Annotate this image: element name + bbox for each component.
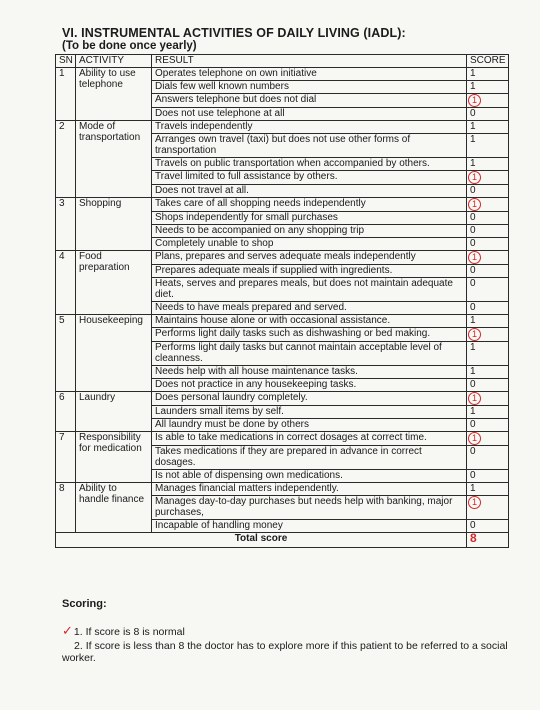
sn-cell: 2 — [56, 121, 76, 198]
total-score-cell — [467, 533, 509, 548]
score-value: 0 — [470, 278, 476, 289]
score-cell — [467, 496, 509, 520]
score-value: 0 — [470, 238, 476, 249]
rule-1-text: If score is 8 is normal — [85, 626, 185, 638]
score-value: 1 — [470, 134, 476, 145]
result-cell: Prepares adequate meals if supplied with ingredients. — [152, 265, 467, 278]
score-cell — [467, 198, 509, 212]
score-cell — [467, 406, 509, 419]
activity-cell: Responsibility for medication — [76, 432, 152, 483]
total-score-label: Total score — [56, 533, 467, 548]
header-score: SCORE — [467, 55, 509, 68]
circled-score-value: 1 — [468, 198, 481, 211]
score-value: 0 — [470, 379, 476, 390]
circled-score-value: 1 — [468, 392, 481, 405]
table-row — [56, 483, 509, 496]
score-cell — [467, 392, 509, 406]
rule-2-number: 2. — [74, 640, 83, 652]
score-value: 1 — [470, 342, 476, 353]
table-row — [56, 251, 509, 265]
score-cell — [467, 302, 509, 315]
result-cell: Operates telephone on own initiative — [152, 68, 467, 81]
score-cell — [467, 419, 509, 432]
score-cell — [467, 342, 509, 366]
result-cell: Needs help with all house maintenance tasks. — [152, 366, 467, 379]
iadl-table-body — [56, 68, 509, 533]
scoring-rule-2 — [62, 640, 512, 664]
score-cell — [467, 158, 509, 171]
score-cell — [467, 121, 509, 134]
score-value: 1 — [470, 121, 476, 132]
result-cell: Travel limited to full assistance by others. — [152, 171, 467, 185]
result-cell: Dials few well known numbers — [152, 81, 467, 94]
section-title: VI. INSTRUMENTAL ACTIVITIES OF DAILY LIVING (IADL): — [62, 26, 406, 40]
table-header-row — [56, 55, 509, 68]
header-activity: ACTIVITY — [76, 55, 152, 68]
sn-cell: 5 — [56, 315, 76, 392]
result-cell: Answers telephone but does not dial — [152, 94, 467, 108]
circled-score-value: 1 — [468, 496, 481, 509]
activity-cell: Food preparation — [76, 251, 152, 315]
score-cell — [467, 366, 509, 379]
score-value: 0 — [470, 302, 476, 313]
score-cell — [467, 185, 509, 198]
score-value: 1 — [470, 315, 476, 326]
sn-cell: 1 — [56, 68, 76, 121]
result-cell: Manages day-to-day purchases but needs help with banking, major purchases, — [152, 496, 467, 520]
activity-cell: Ability to use telephone — [76, 68, 152, 121]
circled-score-value: 1 — [468, 328, 481, 341]
sn-cell: 7 — [56, 432, 76, 483]
table-row — [56, 315, 509, 328]
score-cell — [467, 520, 509, 533]
score-value: 0 — [470, 419, 476, 430]
score-cell — [467, 171, 509, 185]
score-cell — [467, 94, 509, 108]
result-cell: Does personal laundry completely. — [152, 392, 467, 406]
activity-cell: Shopping — [76, 198, 152, 251]
score-value: 0 — [470, 446, 476, 457]
table-row — [56, 68, 509, 81]
result-cell: Does not travel at all. — [152, 185, 467, 198]
total-score-value: 8 — [470, 532, 477, 545]
sn-cell: 3 — [56, 198, 76, 251]
score-cell — [467, 483, 509, 496]
score-cell — [467, 238, 509, 251]
scoring-rule-1 — [62, 625, 185, 638]
sn-cell: 8 — [56, 483, 76, 533]
activity-cell: Mode of transportation — [76, 121, 152, 198]
score-value: 0 — [470, 225, 476, 236]
score-value: 1 — [470, 366, 476, 377]
sn-cell: 4 — [56, 251, 76, 315]
result-cell: Manages financial matters independently. — [152, 483, 467, 496]
result-cell: Does not use telephone at all — [152, 108, 467, 121]
table-row — [56, 432, 509, 446]
sn-cell: 6 — [56, 392, 76, 432]
result-cell: Performs light daily tasks such as dishwashing or bed making. — [152, 328, 467, 342]
score-cell — [467, 379, 509, 392]
result-cell: Heats, serves and prepares meals, but does not maintain adequate diet. — [152, 278, 467, 302]
activity-cell: Housekeeping — [76, 315, 152, 392]
result-cell: Shops independently for small purchases — [152, 212, 467, 225]
score-value: 1 — [470, 158, 476, 169]
score-cell — [467, 225, 509, 238]
result-cell: Plans, prepares and serves adequate meals independently — [152, 251, 467, 265]
circled-score-value: 1 — [468, 432, 481, 445]
score-cell — [467, 265, 509, 278]
score-cell — [467, 212, 509, 225]
score-value: 0 — [470, 185, 476, 196]
result-cell: Is able to take medications in correct dosages at correct time. — [152, 432, 467, 446]
header-sn: SN — [56, 55, 76, 68]
score-cell — [467, 315, 509, 328]
result-cell: Needs to have meals prepared and served. — [152, 302, 467, 315]
score-cell — [467, 470, 509, 483]
table-row — [56, 392, 509, 406]
table-row — [56, 121, 509, 134]
result-cell: Incapable of handling money — [152, 520, 467, 533]
result-cell: Performs light daily tasks but cannot maintain acceptable level of cleanness. — [152, 342, 467, 366]
result-cell: Launders small items by self. — [152, 406, 467, 419]
result-cell: Travels on public transportation when accompanied by others. — [152, 158, 467, 171]
result-cell: Takes care of all shopping needs independently — [152, 198, 467, 212]
result-cell: All laundry must be done by others — [152, 419, 467, 432]
score-value: 1 — [470, 406, 476, 417]
score-cell — [467, 251, 509, 265]
score-cell — [467, 134, 509, 158]
result-cell: Completely unable to shop — [152, 238, 467, 251]
score-value: 1 — [470, 483, 476, 494]
score-value: 1 — [470, 68, 476, 79]
score-value: 0 — [470, 212, 476, 223]
result-cell: Is not able of dispensing own medications. — [152, 470, 467, 483]
score-cell — [467, 432, 509, 446]
activity-cell: Laundry — [76, 392, 152, 432]
circled-score-value: 1 — [468, 171, 481, 184]
score-value: 0 — [470, 108, 476, 119]
section-subtitle: (To be done once yearly) — [62, 40, 197, 52]
result-cell: Needs to be accompanied on any shopping trip — [152, 225, 467, 238]
score-value: 0 — [470, 470, 476, 481]
result-cell: Arranges own travel (taxi) but does not use other forms of transportation — [152, 134, 467, 158]
activity-cell: Ability to handle finance — [76, 483, 152, 533]
rule-2-text: If score is less than 8 the doctor has to explore more if this patient to be referred to a social worker. — [62, 640, 508, 664]
score-value: 1 — [470, 81, 476, 92]
circled-score-value: 1 — [468, 251, 481, 264]
result-cell: Maintains house alone or with occasional assistance. — [152, 315, 467, 328]
result-cell: Takes medications if they are prepared in advance in correct dosages. — [152, 446, 467, 470]
result-cell: Does not practice in any housekeeping tasks. — [152, 379, 467, 392]
scoring-title: Scoring: — [62, 598, 107, 610]
rule-1-number: 1. — [73, 626, 83, 638]
header-result: RESULT — [152, 55, 467, 68]
table-row — [56, 198, 509, 212]
total-row — [56, 533, 509, 548]
score-cell — [467, 108, 509, 121]
score-cell — [467, 81, 509, 94]
result-cell: Travels independently — [152, 121, 467, 134]
iadl-table — [55, 54, 509, 548]
score-value: 0 — [470, 520, 476, 531]
score-cell — [467, 278, 509, 302]
score-cell — [467, 328, 509, 342]
score-value: 0 — [470, 265, 476, 276]
checkmark-icon: ✓ — [62, 623, 73, 638]
circled-score-value: 1 — [468, 94, 481, 107]
score-cell — [467, 446, 509, 470]
score-cell — [467, 68, 509, 81]
